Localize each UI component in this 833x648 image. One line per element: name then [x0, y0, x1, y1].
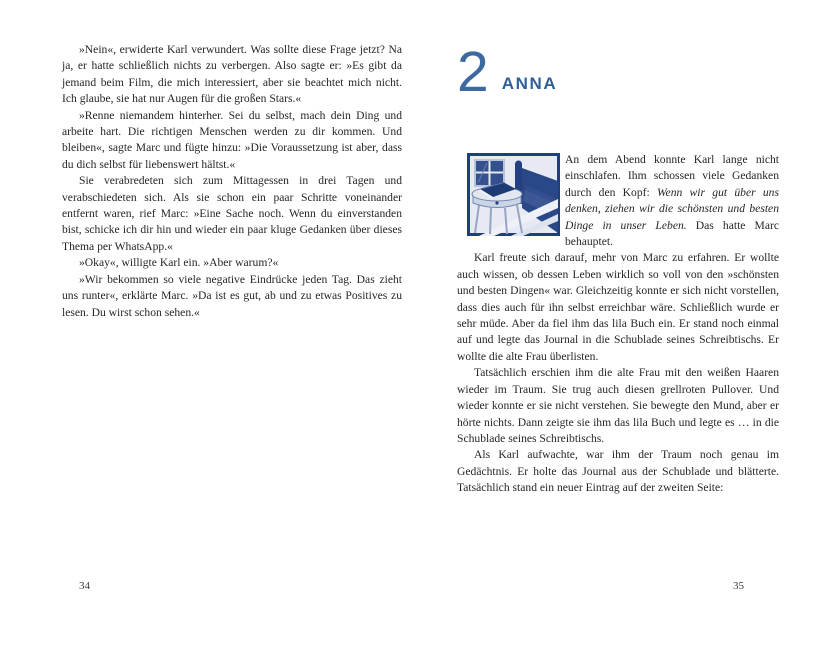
italic-text-run: Wenn wir gut über uns denken, ziehen wir die schönsten und besten Dinge in unser Leben. [565, 185, 779, 232]
text-run: Karl freute sich darauf, mehr von Marc zu erfahren. Er wollte auch wissen, ob dessen Leben wirklich so voll von den »schönsten und besten Dingen« war. Gleichzeitig konnte er sich nicht vorstellen, dass dies auch für ihn selbst erreichbar wäre. Schließlich wurde er sehr müde. Aber da fiel ihm das lila Buch ein. Er stand noch einmal auf und legte das Journal in die Schublade seines Schreibtischs. Er wollte die alte Frau überlisten. [457, 251, 779, 363]
text-run: »Okay«, willigte Karl ein. »Aber warum?« [79, 256, 279, 270]
text-run: An dem Abend konnte Karl lange nicht einschlafen. Ihm schossen viele Gedanken durch den Kopf: [565, 153, 779, 199]
text-run: Als Karl aufwachte, war ihm der Traum noch genau im Gedächtnis. Er holte das Journal aus der Schublade und blätterte. Tatsächlich stand ein neuer Eintrag auf der zweiten Seite: [457, 448, 779, 495]
paragraph [62, 173, 402, 255]
paragraph [62, 42, 402, 108]
left-page-number: 34 [79, 580, 90, 592]
chapter-number: 2 [457, 39, 489, 104]
bedroom-illustration [467, 153, 560, 236]
chapter-title: ANNA [501, 74, 558, 93]
paragraph [62, 272, 402, 321]
chapter-heading [457, 39, 779, 104]
text-run: Das hatte Marc behauptet. [565, 218, 780, 249]
paragraph [62, 255, 402, 271]
paragraph [457, 365, 779, 447]
text-run: »Renne niemandem hinterher. Sei du selbst, mach dein Ding und arbeite hart. Die richtigen Menschen werden zu dir kommen. Und bleiben«, sagte Marc und fügte hinzu: »Die Voraussetzung ist aber, dass du dich selbst für liebenswert hältst.« [62, 108, 402, 171]
text-run: Tatsächlich erschien ihm die alte Frau mit den weißen Haaren wieder im Traum. Sie trug auch diesen grellroten Pullover. Und wieder konnte er sie nicht verstehen. Sie bewegte den Mund, aber er hörte nichts. Dann zeigte sie ihm das lila Buch und legte es … in die Schublade seines Schreibtischs. [457, 366, 779, 445]
right-page-number: 35 [733, 580, 744, 592]
text-run: »Wir bekommen so viele negative Eindrücke jeden Tag. Das zieht uns runter«, erklärte Marc. »Da ist es gut, ab und zu etwas Positives zu lesen. Du wirst schon sehen.« [62, 272, 402, 319]
text-run: Sie verabredeten sich zum Mittagessen in drei Tagen und verabschiedeten sich. Als sie schon ein paar Schritte voneinander entfernt waren, rief Marc: »Eine Sache noch. Wenn du einverstanden bist, schicke ich dir hin und wieder ein paar kluge Gedanken über dieses Thema per WhatsApp.« [62, 174, 402, 253]
right-page-text [457, 152, 779, 497]
text-run: »Nein«, erwiderte Karl verwundert. Was sollte diese Frage jetzt? Na ja, er hatte schließlich nichts zu verbergen. Also sagte er: »Es gibt da jemand beim Film, die mich interessiert, aber sie beachtet mich nicht. Ich glaube, sie hat nur Augen für die großen Stars.« [62, 43, 402, 106]
left-page-text [62, 42, 402, 321]
paragraph [457, 250, 779, 365]
paragraph [457, 447, 779, 496]
bedroom-illustration-icon [467, 153, 560, 236]
window-icon [474, 159, 505, 187]
paragraph [62, 108, 402, 174]
